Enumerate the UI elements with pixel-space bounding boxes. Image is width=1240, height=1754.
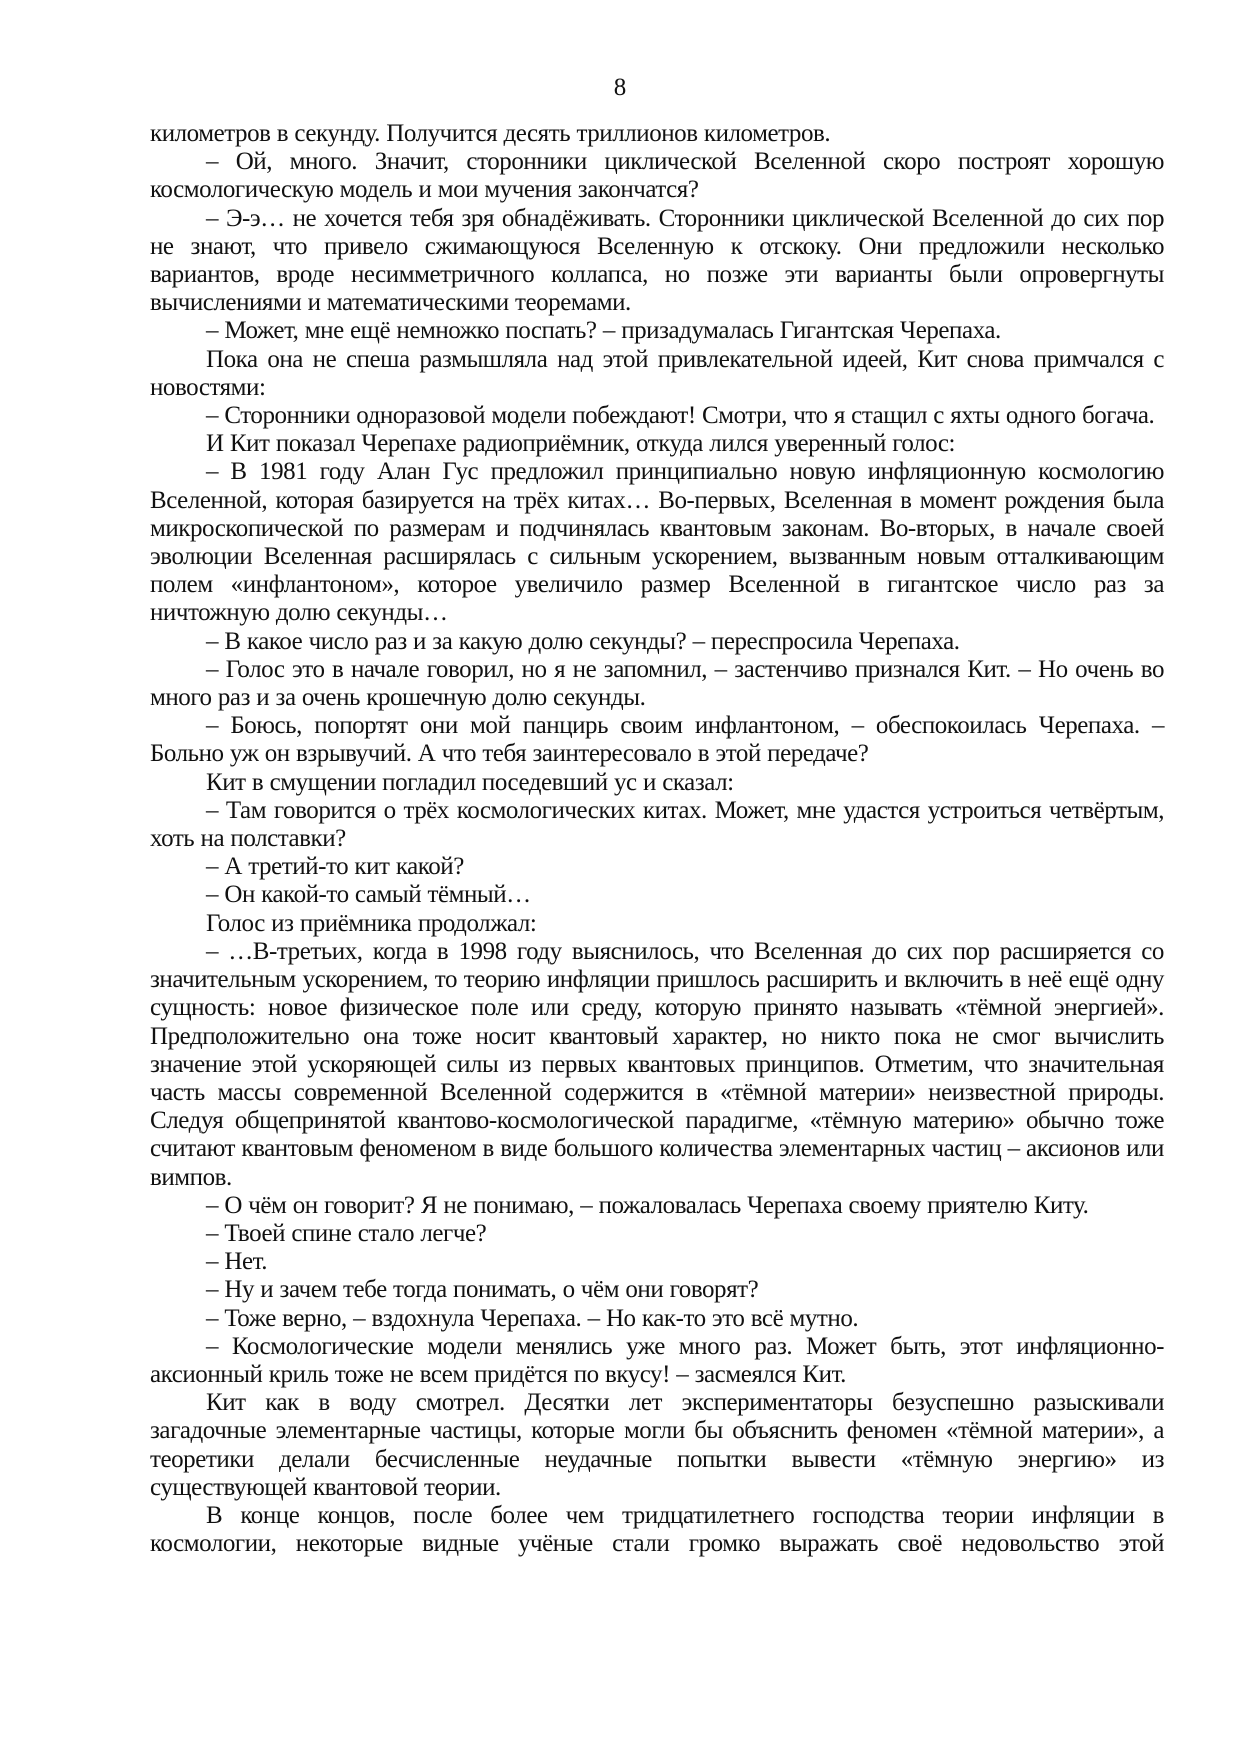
paragraph: – Он какой-то самый тёмный…	[206, 881, 531, 909]
paragraph: километров в секунду. Получится десять триллионов километров.	[150, 120, 831, 147]
paragraph: Кит в смущении погладил поседевший ус и сказал:	[206, 768, 734, 796]
paragraph: – Там говорится о трёх космологических китах. Может, мне удастся устроиться четвёртым, хоть на полставки?	[150, 796, 1164, 853]
paragraph: – Нет.	[206, 1248, 267, 1276]
paragraph: – Космологические модели менялись уже много раз. Может быть, этот инфляционно-аксионный криль тоже не всем придётся по вкусу! – засмеялся Кит.	[150, 1332, 1164, 1388]
paragraph: – Сторонники одноразовой модели побеждают! Смотри, что я стащил с яхты одного богача.	[206, 402, 1155, 430]
page-number: 8	[613, 74, 627, 101]
paragraph: – Голос это в начале говорил, но я не запомнил, – застенчиво признался Кит. – Но очень во много раз и за очень крошечную долю секунды.	[150, 655, 1164, 712]
paragraph: – О чём он говорит? Я не понимаю, – пожаловалась Черепаха своему приятелю Киту.	[206, 1191, 1089, 1219]
paragraph: Голос из приёмника продолжал:	[206, 909, 537, 937]
paragraph: – Может, мне ещё немножко поспать? – призадумалась Гигантская Черепаха.	[206, 317, 1001, 345]
paragraph: – В какое число раз и за какую долю секунды? – переспросила Черепаха.	[206, 627, 960, 655]
paragraph: – Боюсь, попортят они мой панцирь своим инфлантоном, – обеспокоилась Черепаха. – Больно уж он взрывучий. А что тебя заинтересовало в этой передаче?	[150, 712, 1164, 768]
paragraph: Кит как в воду смотрел. Десятки лет экспериментаторы безуспешно разыскивали загадочные элементарные частицы, которые могли бы объяснить феномен «тёмной материи», а теоретики делали бесчисленные неудачные попытки вывести «тёмную энергию» из существующей квантовой теории.	[150, 1389, 1164, 1501]
paragraph: Пока она не спеша размышляла над этой привлекательной идеей, Кит снова примчался с новостями:	[150, 345, 1164, 401]
paragraph: – Тоже верно, – вздохнула Черепаха. – Но как-то это всё мутно.	[206, 1304, 859, 1332]
paragraph: – Ну и зачем тебе тогда понимать, о чём они говорят?	[206, 1276, 759, 1304]
paragraph: – Э-э… не хочется тебя зря обнадёживать. Сторонники циклической Вселенной до сих пор не знают, что привело сжимающуюся Вселенную к отскоку. Они предложили несколько вариантов, вроде несимметричного коллапса, но позже эти варианты были опровергнуты вычислениями и математическими теоремами.	[150, 204, 1164, 317]
paragraph: – В 1981 году Алан Гус предложил принципиально новую инфляционную космологию Вселенной, которая базируется на трёх китах… Во-первых, Вселенная в момент рождения была микроскопической по размерам и подчинялась квантовым законам. Во-вторых, в начале своей эволюции Вселенная расширялась с сильным ускорением, вызванным новым отталкивающим полем «инфлантоном», которое увеличило размер Вселенной в гигантское число раз за ничтожную долю секунды…	[150, 458, 1164, 627]
paragraph: – Ой, много. Значит, сторонники циклической Вселенной скоро построят хорошую космологическую модель и мои мучения закончатся?	[150, 148, 1164, 204]
paragraph: – А третий-то кит какой?	[206, 853, 464, 881]
paragraph: В конце концов, после более чем тридцатилетнего господства теории инфляции в космологии, некоторые видные учёные стали громко выражать своё недовольство этой	[150, 1501, 1164, 1558]
document-body	[150, 120, 1164, 1558]
paragraph: И Кит показал Черепахе радиоприёмник, откуда лился уверенный голос:	[206, 430, 955, 458]
paragraph: – …В-третьих, когда в 1998 году выяснилось, что Вселенная до сих пор расширяется со значительным ускорением, то теорию инфляции пришлось расширить и включить в неё ещё одну сущность: новое физическое поле или среду, которую принято называть «тёмной энергией». Предположительно она тоже носит квантовый характер, но никто пока не смог вычислить значение этой ускоряющей силы из первых квантовых принципов. Отметим, что значительная часть массы современной Вселенной содержится в «тёмной материи» неизвестной природы. Следуя общепринятой квантово-космологической парадигме, «тёмную материю» обычно тоже считают квантовым феноменом в виде большого количества элементарных частиц – аксионов или вимпов.	[150, 937, 1164, 1191]
paragraph: – Твоей спине стало легче?	[206, 1219, 487, 1247]
